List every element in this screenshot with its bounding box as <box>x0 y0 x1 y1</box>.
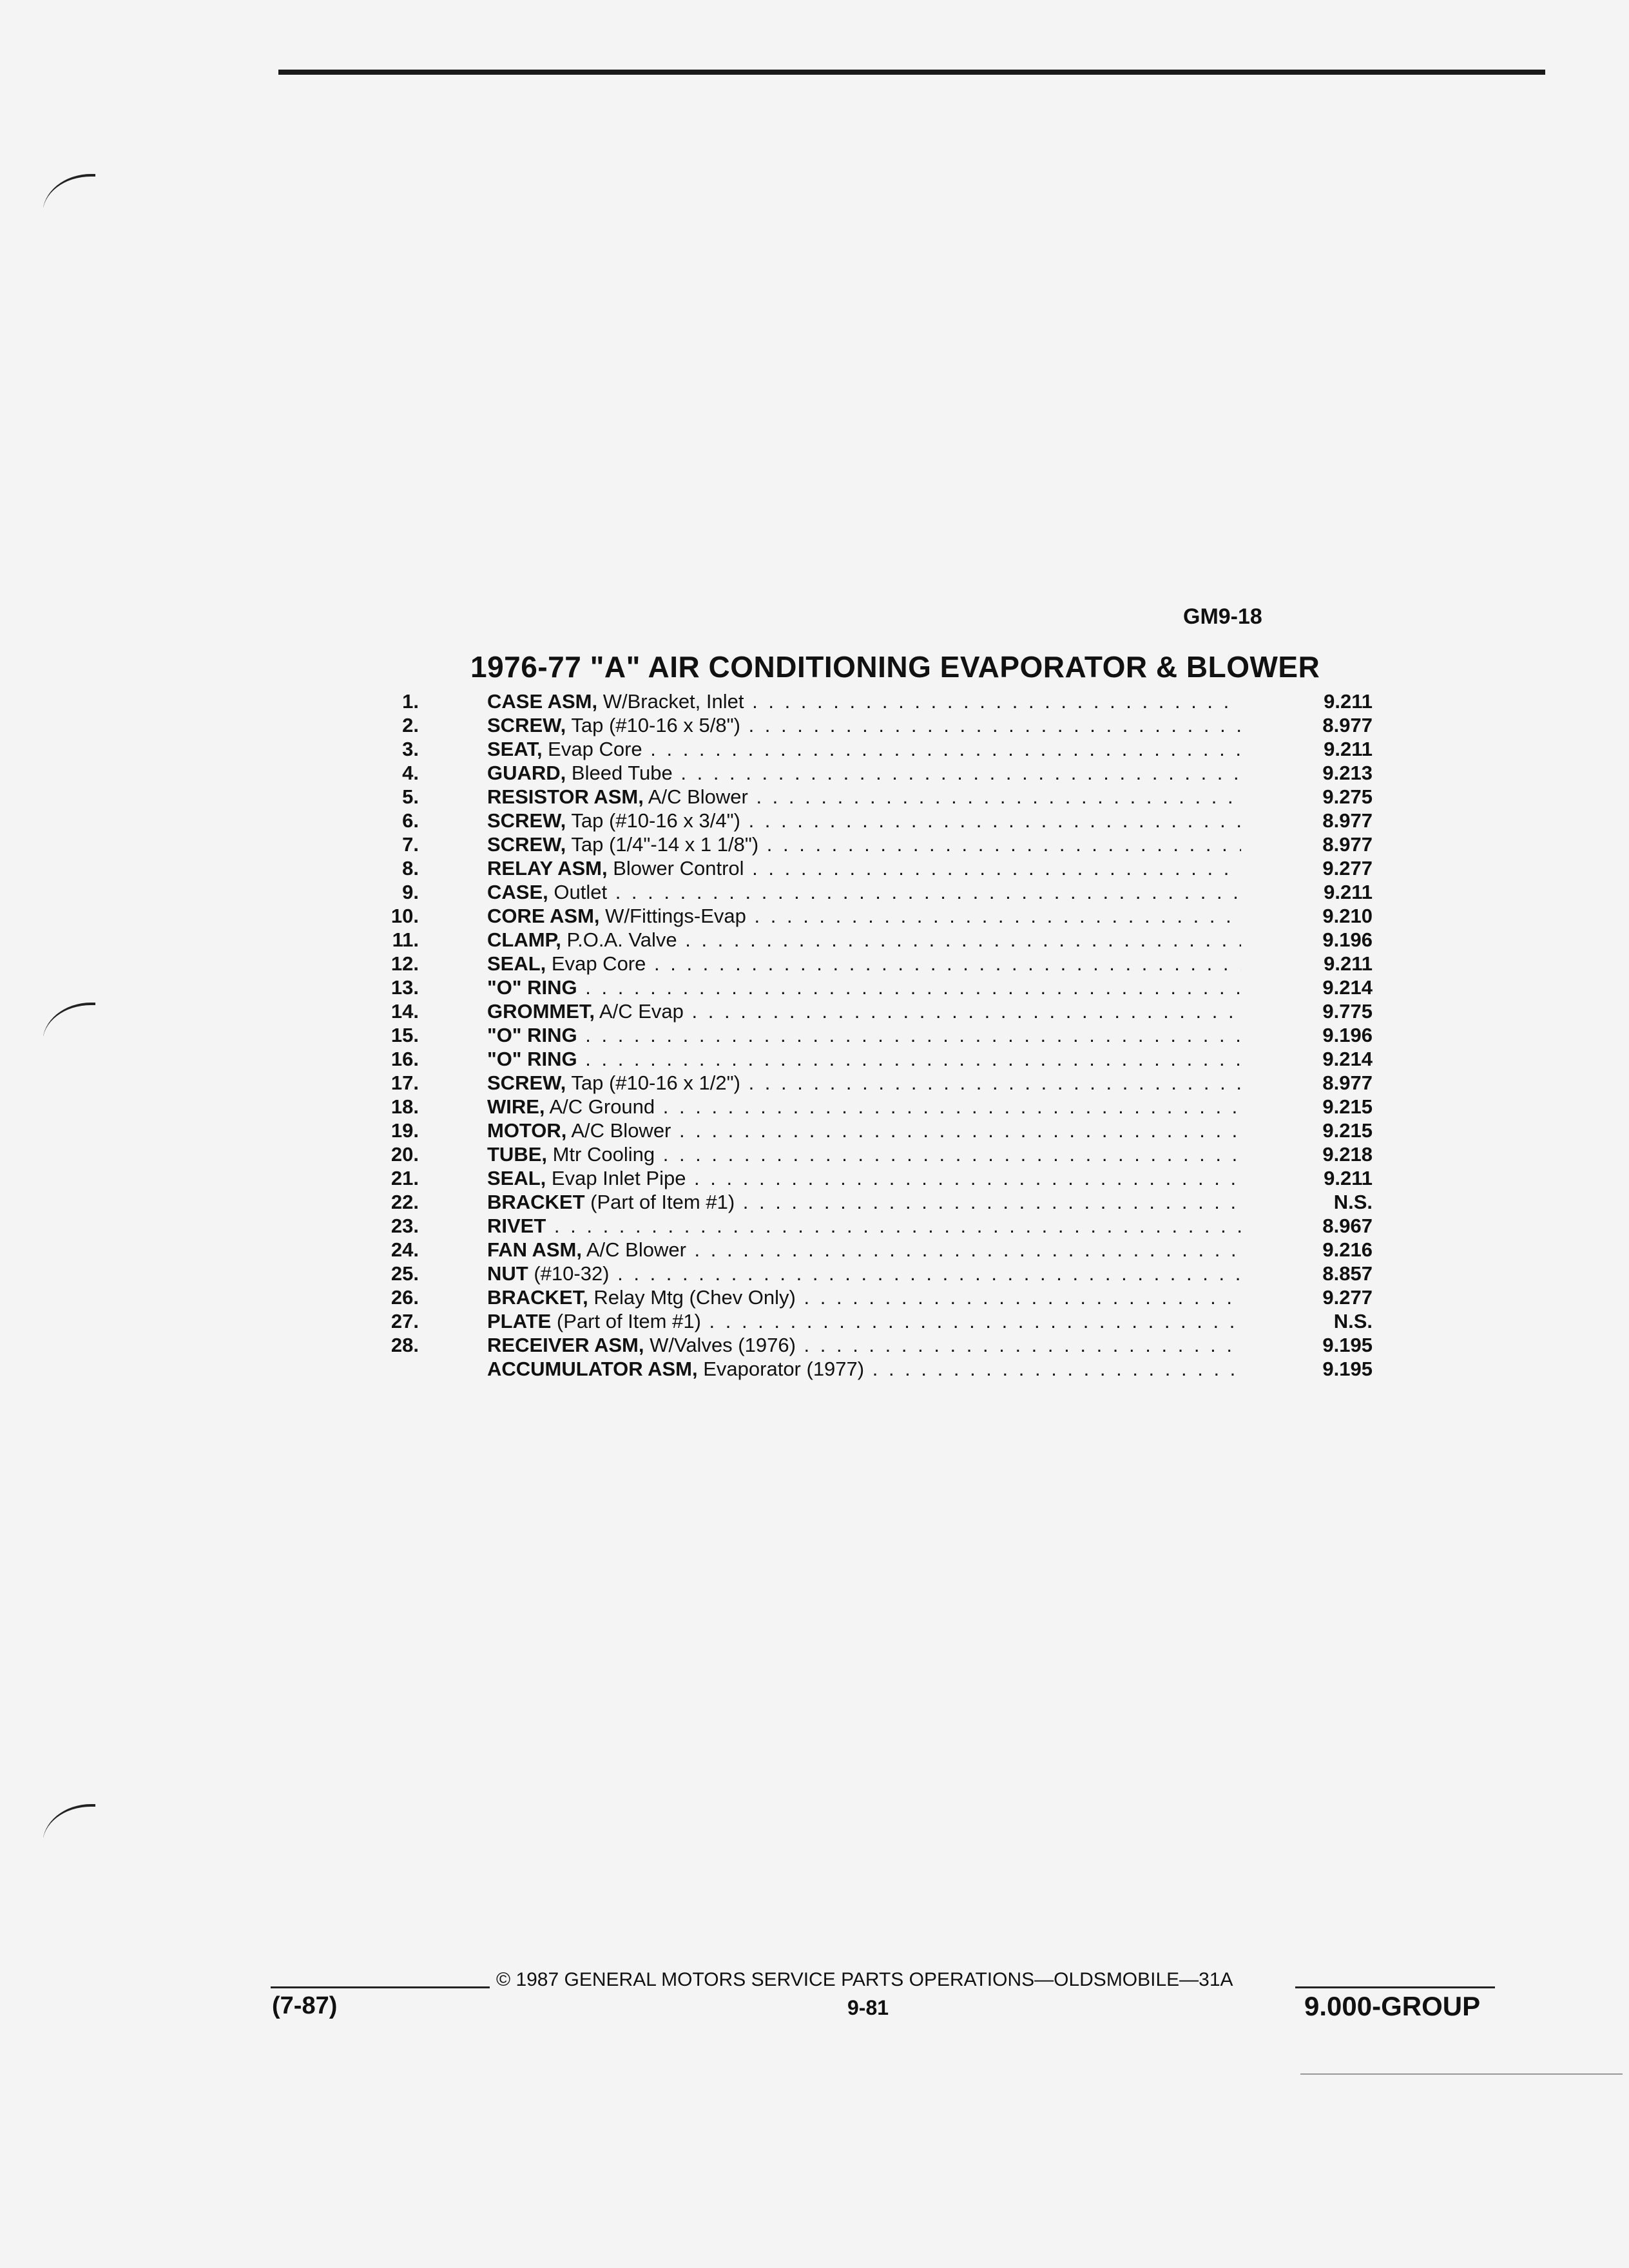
item-number: 23. <box>390 1215 419 1237</box>
group-number: 9.218 <box>1322 1143 1373 1166</box>
part-description <box>487 999 1241 1023</box>
part-detail: Tap (#10-16 x 3/4") <box>566 809 740 832</box>
part-description <box>487 975 1241 999</box>
part-detail: Tap (#10-16 x 5/8") <box>566 714 740 736</box>
group-number: 9.213 <box>1322 762 1373 784</box>
footer-rule-left <box>271 1986 490 1988</box>
part-name: TUBE, <box>487 1143 547 1166</box>
parts-row <box>374 1309 1392 1333</box>
item-number: 16. <box>390 1048 419 1070</box>
parts-row <box>374 928 1392 952</box>
group-number: 9.211 <box>1324 881 1373 903</box>
parts-row <box>374 880 1392 904</box>
group-number: 8.977 <box>1322 1072 1373 1094</box>
parts-row <box>374 1214 1392 1238</box>
group-number: 8.977 <box>1322 833 1373 856</box>
item-number: 17. <box>390 1072 419 1094</box>
parts-row <box>374 1142 1392 1166</box>
group-number: 9.211 <box>1324 1167 1373 1189</box>
group-number: 9.210 <box>1322 905 1373 927</box>
parts-row <box>374 689 1392 713</box>
parts-row <box>374 1119 1392 1142</box>
item-number: 9. <box>402 881 419 903</box>
part-description <box>487 1214 1241 1238</box>
item-number: 19. <box>390 1119 419 1142</box>
parts-row <box>374 999 1392 1023</box>
part-description <box>487 761 1241 785</box>
part-detail: Evap Core <box>546 952 646 975</box>
part-description <box>487 928 1241 952</box>
part-detail: Relay Mtg (Chev Only) <box>588 1286 796 1309</box>
part-name: RECEIVER ASM, <box>487 1334 644 1356</box>
group-number: 9.214 <box>1322 1048 1373 1070</box>
part-detail: Blower Control <box>607 857 744 879</box>
item-number: 26. <box>390 1286 419 1309</box>
part-description <box>487 904 1241 928</box>
part-detail: W/Fittings-Evap <box>599 905 746 927</box>
group-number: 9.275 <box>1322 785 1373 808</box>
part-detail: Bleed Tube <box>566 762 673 784</box>
item-number: 10. <box>390 905 419 927</box>
group-number: 9.277 <box>1322 1286 1373 1309</box>
part-name: NUT <box>487 1262 528 1285</box>
part-detail: A/C Ground <box>545 1095 655 1118</box>
group-number: 9.195 <box>1322 1334 1373 1356</box>
part-detail: (Part of Item #1) <box>551 1310 701 1332</box>
part-description <box>487 880 1241 904</box>
part-description <box>487 1119 1241 1142</box>
part-name: MOTOR, <box>487 1119 567 1142</box>
parts-row <box>374 904 1392 928</box>
item-number: 12. <box>390 952 419 975</box>
part-name: FAN ASM, <box>487 1238 582 1261</box>
group-number: 9.196 <box>1322 1024 1373 1046</box>
item-number: 28. <box>390 1334 419 1356</box>
part-detail: A/C Blower <box>581 1238 686 1261</box>
group-number: N.S. <box>1333 1310 1373 1332</box>
part-name: SCREW, <box>487 1072 566 1094</box>
part-detail: A/C Blower <box>643 785 748 808</box>
part-name: BRACKET <box>487 1191 585 1213</box>
item-number: 22. <box>390 1191 419 1213</box>
item-number: 11. <box>392 928 419 951</box>
top-rule <box>278 70 1545 75</box>
parts-row <box>374 1047 1392 1071</box>
parts-row <box>374 1357 1392 1381</box>
group-number: 9.195 <box>1322 1358 1373 1380</box>
item-number: 13. <box>390 976 419 999</box>
part-description <box>487 737 1241 761</box>
part-name: SCREW, <box>487 833 566 856</box>
group-number: 9.216 <box>1322 1238 1373 1261</box>
item-number: 25. <box>390 1262 419 1285</box>
item-number: 15. <box>390 1024 419 1046</box>
parts-row <box>374 1166 1392 1190</box>
group-label: 9.000-GROUP <box>1304 1991 1481 2021</box>
parts-row <box>374 737 1392 761</box>
part-detail: Tap (1/4"-14 x 1 1/8") <box>566 833 759 856</box>
part-detail: Evap Core <box>542 738 642 760</box>
parts-row <box>374 975 1392 999</box>
group-number: 9.214 <box>1322 976 1373 999</box>
part-name: "O" RING <box>487 976 577 999</box>
part-detail: (#10-32) <box>528 1262 610 1285</box>
group-number: 9.196 <box>1322 928 1373 951</box>
part-name: RESISTOR ASM, <box>487 785 644 808</box>
part-description <box>487 1071 1241 1095</box>
page-title: 1976-77 "A" AIR CONDITIONING EVAPORATOR & BLOWER <box>470 650 1320 684</box>
part-name: "O" RING <box>487 1048 577 1070</box>
part-name: WIRE, <box>487 1095 545 1118</box>
parts-row <box>374 809 1392 832</box>
part-detail: P.O.A. Valve <box>561 928 677 951</box>
part-name: CORE ASM, <box>487 905 600 927</box>
part-detail: Evaporator (1977) <box>697 1358 865 1380</box>
part-name: GUARD, <box>487 762 566 784</box>
part-description <box>487 713 1241 737</box>
part-detail: Outlet <box>548 881 608 903</box>
item-number: 8. <box>402 857 419 879</box>
item-number: 21. <box>390 1167 419 1189</box>
parts-row <box>374 1333 1392 1357</box>
part-name: "O" RING <box>487 1024 577 1046</box>
part-detail: W/Valves (1976) <box>644 1334 796 1356</box>
part-description <box>487 1357 1241 1381</box>
footer-rule-right <box>1295 1986 1495 1988</box>
group-number: 9.211 <box>1324 690 1373 713</box>
part-name: GROMMET, <box>487 1000 595 1023</box>
parts-list <box>374 689 1392 1381</box>
item-number: 27. <box>390 1310 419 1332</box>
group-number: 9.277 <box>1322 857 1373 879</box>
parts-row <box>374 1023 1392 1047</box>
item-number: 24. <box>390 1238 419 1261</box>
part-description <box>487 1142 1241 1166</box>
part-name: CASE, <box>487 881 548 903</box>
group-number: 9.211 <box>1324 738 1373 760</box>
part-detail: Tap (#10-16 x 1/2") <box>566 1072 740 1094</box>
parts-row <box>374 856 1392 880</box>
part-description <box>487 1023 1241 1047</box>
item-number: 7. <box>402 833 419 856</box>
part-name: ACCUMULATOR ASM, <box>487 1358 698 1380</box>
item-number: 20. <box>390 1143 419 1166</box>
part-description <box>487 689 1241 713</box>
part-detail: Evap Inlet Pipe <box>546 1167 686 1189</box>
part-description <box>487 1166 1241 1190</box>
part-description <box>487 1333 1241 1357</box>
group-number: 9.215 <box>1322 1119 1373 1142</box>
part-description <box>487 1190 1241 1214</box>
parts-row <box>374 1285 1392 1309</box>
punch-hole-mark <box>37 169 95 207</box>
part-detail: A/C Blower <box>566 1119 671 1142</box>
revision-date: (7-87) <box>272 1992 338 2019</box>
part-description <box>487 1095 1241 1119</box>
group-number: 8.857 <box>1322 1262 1373 1285</box>
part-name: RELAY ASM, <box>487 857 608 879</box>
part-detail: (Part of Item #1) <box>584 1191 735 1213</box>
punch-hole-mark <box>37 1799 95 1838</box>
part-name: PLATE <box>487 1310 552 1332</box>
parts-row <box>374 1238 1392 1262</box>
group-number: 9.775 <box>1322 1000 1373 1023</box>
group-number: N.S. <box>1333 1191 1373 1213</box>
copyright-line: © 1987 GENERAL MOTORS SERVICE PARTS OPERATIONS—OLDSMOBILE—31A <box>496 1969 1233 1990</box>
part-description <box>487 1309 1241 1333</box>
item-number: 1. <box>402 690 419 713</box>
group-number: 8.977 <box>1322 809 1373 832</box>
part-description <box>487 1262 1241 1285</box>
page-number: 9-81 <box>847 1996 889 2019</box>
part-name: RIVET <box>487 1215 546 1237</box>
part-description <box>487 785 1241 809</box>
part-name: CASE ASM, <box>487 690 598 713</box>
part-name: SEAL, <box>487 952 546 975</box>
group-number: 9.215 <box>1322 1095 1373 1118</box>
part-description <box>487 1285 1241 1309</box>
group-number: 8.967 <box>1322 1215 1373 1237</box>
parts-row <box>374 832 1392 856</box>
group-number: 9.211 <box>1324 952 1373 975</box>
item-number: 2. <box>402 714 419 736</box>
scan-artifact-line <box>1300 2073 1623 2075</box>
parts-row <box>374 785 1392 809</box>
parts-row <box>374 1095 1392 1119</box>
part-name: SEAL, <box>487 1167 546 1189</box>
part-detail: Mtr Cooling <box>547 1143 655 1166</box>
part-name: CLAMP, <box>487 928 561 951</box>
part-name: SCREW, <box>487 809 566 832</box>
part-description <box>487 856 1241 880</box>
part-name: SCREW, <box>487 714 566 736</box>
part-description <box>487 952 1241 975</box>
group-number: 8.977 <box>1322 714 1373 736</box>
parts-row <box>374 952 1392 975</box>
parts-row <box>374 761 1392 785</box>
punch-hole-mark <box>37 997 95 1036</box>
part-detail: W/Bracket, Inlet <box>597 690 744 713</box>
item-number: 18. <box>390 1095 419 1118</box>
figure-code: GM9-18 <box>1183 604 1262 629</box>
part-name: BRACKET, <box>487 1286 588 1309</box>
parts-row <box>374 1071 1392 1095</box>
part-description <box>487 832 1241 856</box>
item-number: 6. <box>402 809 419 832</box>
part-detail: A/C Evap <box>595 1000 684 1023</box>
part-description <box>487 1238 1241 1262</box>
item-number: 4. <box>402 762 419 784</box>
parts-row <box>374 1190 1392 1214</box>
item-number: 3. <box>402 738 419 760</box>
parts-row <box>374 713 1392 737</box>
item-number: 5. <box>402 785 419 808</box>
part-description <box>487 809 1241 832</box>
part-name: SEAT, <box>487 738 543 760</box>
item-number: 14. <box>390 1000 419 1023</box>
parts-row <box>374 1262 1392 1285</box>
part-description <box>487 1047 1241 1071</box>
